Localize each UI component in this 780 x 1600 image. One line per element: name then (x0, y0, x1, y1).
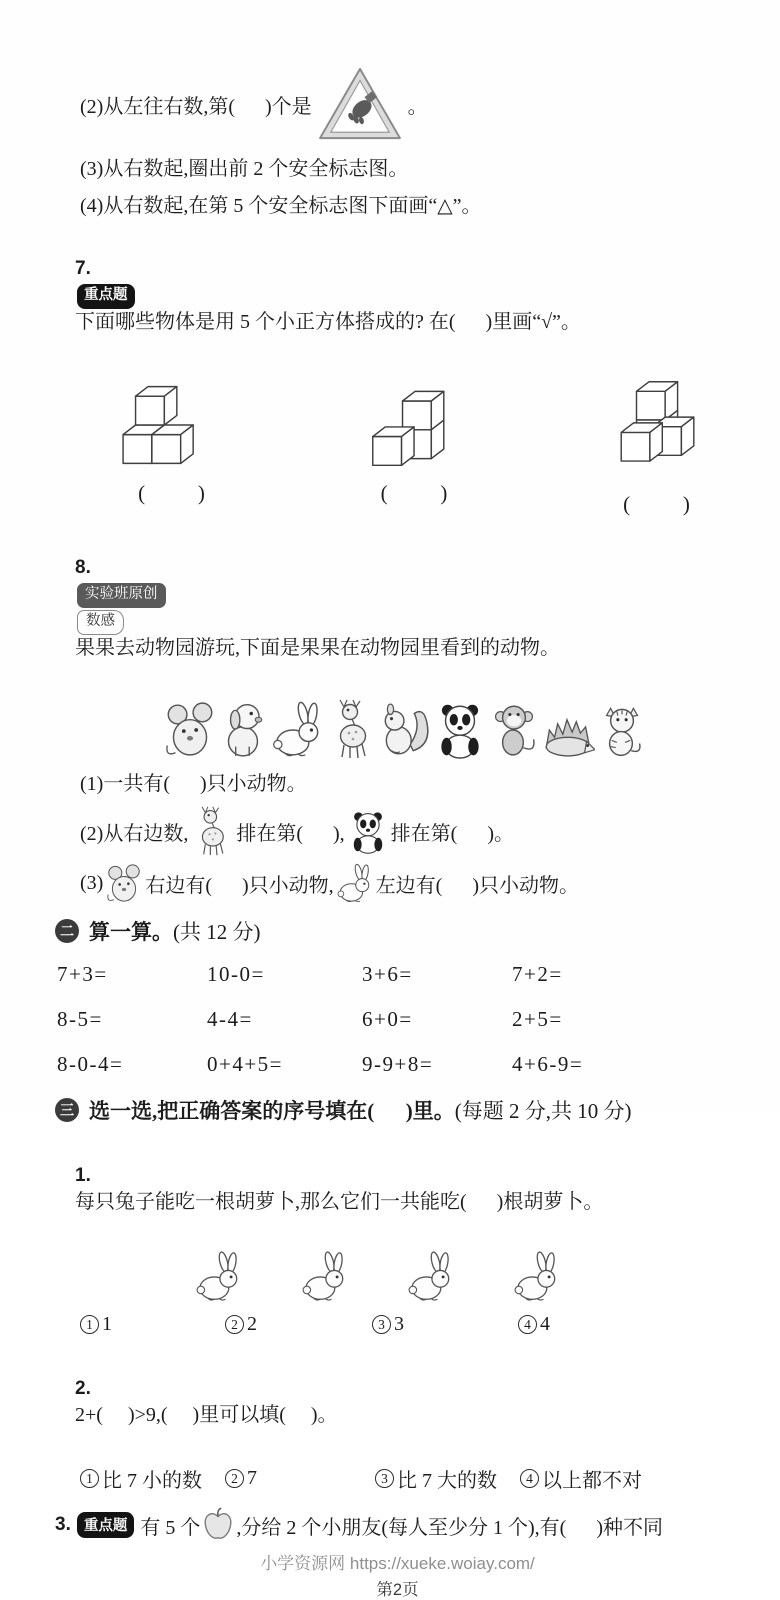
choice-title: 选一选,把正确答案的序号填在( )里。 (89, 1099, 455, 1123)
q8-item3-pre: (3) (80, 871, 104, 894)
q8-header (55, 527, 740, 689)
q7-header (55, 228, 740, 363)
rabbit-icon (271, 699, 325, 759)
circled-number: 3 (375, 1469, 394, 1488)
q8-text: 果果去动物园游玩,下面是果果在动物园里看到的动物。 (75, 637, 560, 659)
option-label: 4 (540, 1313, 550, 1335)
option-3[interactable] (372, 1313, 518, 1336)
option-label: 2 (247, 1313, 257, 1335)
deer-icon (190, 806, 234, 856)
dog-icon (217, 699, 271, 759)
calc-problem[interactable]: 0+4+5= (207, 1052, 284, 1076)
cube-figure-3 (590, 377, 725, 517)
circled-number: 3 (372, 1315, 391, 1334)
choice-q3-pre: 有 5 个 (140, 1516, 201, 1539)
q8-item2-mid: 排在第( ), (236, 822, 345, 845)
cube-figure-1 (105, 377, 240, 517)
rabbit-icon (406, 1249, 456, 1303)
rabbits-row (55, 1249, 700, 1303)
option-label: 比 7 大的数 (397, 1470, 497, 1492)
option-4[interactable] (520, 1464, 740, 1493)
calc-problem[interactable]: 7+2= (512, 962, 563, 986)
rabbit-icon (300, 1249, 350, 1303)
choice-q1 (55, 1135, 740, 1243)
q7-number: 7. (75, 258, 91, 279)
squirrel-icon (379, 699, 433, 759)
q7-text: 下面哪些物体是用 5 个小正方体搭成的? 在( )里画“√”。 (75, 311, 581, 333)
rabbit-icon (512, 1249, 562, 1303)
footer-site-url[interactable]: 小学资源网 https://xueke.woiay.com/ (260, 1554, 535, 1573)
zoo-animals-row (163, 699, 740, 759)
calc-problems (57, 962, 740, 1077)
circled-number: 2 (225, 1469, 244, 1488)
calc-problem[interactable]: 4+6-9= (512, 1052, 584, 1076)
option-2[interactable] (225, 1467, 375, 1490)
q8-item2 (80, 806, 740, 856)
q8-item2-pre: (2)从右边数, (80, 822, 189, 845)
calc-problem[interactable]: 8-0-4= (57, 1052, 124, 1076)
q6-item4: (4)从右数起,在第 5 个安全标志图下面画“△”。 (80, 195, 482, 217)
mouse-icon (105, 862, 143, 904)
panda-icon (433, 699, 487, 759)
q8-item3-post: 左边有( )只小动物。 (375, 874, 579, 897)
key-question-badge: 重点题 (77, 284, 135, 309)
q8-item3-mid: 右边有( )只小动物, (145, 874, 334, 897)
cube-figure-2-drawing (355, 377, 475, 473)
calc-problem[interactable]: 4-4= (207, 1007, 253, 1031)
number-sense-badge: 数感 (77, 610, 124, 635)
choice-q3-post: ,分给 2 个小朋友(每人至少分 1 个),有( )种不同 (236, 1516, 663, 1539)
calc-problem[interactable]: 7+3= (57, 962, 108, 986)
choice-q3 (55, 1507, 740, 1543)
cube-figures (105, 377, 725, 517)
rabbit-icon (336, 862, 374, 904)
calc-problem[interactable]: 8-5= (57, 1007, 103, 1031)
q6-item2-text: (2)从左往右数,第( )个是 (80, 95, 317, 118)
choice-q1-text: 每只兔子能吃一根胡萝卜,那么它们一共能吃( )根胡萝卜。 (75, 1191, 604, 1213)
calc-problem[interactable]: 3+6= (362, 962, 413, 986)
monkey-icon (487, 699, 541, 759)
q6-item3: (3)从右数起,圈出前 2 个安全标志图。 (80, 158, 409, 180)
section-calc-header (55, 916, 740, 946)
q8-item1: (1)一共有( )只小动物。 (80, 773, 307, 795)
section-choice-header (55, 1095, 740, 1125)
q8-item2-post: 排在第( )。 (390, 822, 514, 845)
calc-title: 算一算。 (89, 920, 173, 944)
key-question-badge: 重点题 (77, 1512, 135, 1538)
option-2[interactable] (225, 1313, 372, 1336)
deer-icon (325, 699, 379, 759)
option-4[interactable] (518, 1313, 740, 1336)
option-1[interactable] (80, 1313, 225, 1336)
calc-problem[interactable]: 10-0= (207, 962, 265, 986)
circled-number: 2 (225, 1315, 244, 1334)
choice-q2-number: 2. (75, 1378, 91, 1399)
choice-q2-options (80, 1464, 740, 1493)
q6-item2-period: 。 (402, 95, 428, 118)
calc-problem[interactable]: 9-9+8= (362, 1052, 434, 1076)
option-label: 1 (102, 1313, 112, 1335)
choice-q2-text: 2+( )>9,( )里可以填( )。 (75, 1404, 338, 1426)
circled-number: 4 (520, 1469, 539, 1488)
circled-number: 4 (518, 1315, 537, 1334)
choice-q1-number: 1. (75, 1165, 91, 1186)
page-footer (55, 1549, 740, 1600)
option-3[interactable] (375, 1464, 520, 1493)
section-three-badge: 三 (55, 1098, 79, 1122)
cube-figure-3-drawing (598, 377, 718, 484)
circled-number: 1 (80, 1315, 99, 1334)
answer-parens[interactable]: ( ) (623, 492, 692, 516)
option-label: 7 (247, 1467, 257, 1489)
mouse-icon (163, 699, 217, 759)
answer-parens[interactable]: ( ) (380, 481, 450, 505)
answer-parens[interactable]: ( ) (138, 481, 207, 505)
option-label: 比 7 小的数 (102, 1470, 202, 1492)
q8-number: 8. (75, 557, 91, 578)
q6-item2 (80, 66, 740, 142)
rabbit-icon (194, 1249, 244, 1303)
choice-q3-number: 3. (55, 1514, 71, 1535)
footer-page-number: 第2页 (376, 1581, 419, 1599)
choice-score: (每题 2 分,共 10 分) (454, 1099, 632, 1123)
choice-q1-options (80, 1313, 740, 1336)
experimental-class-badge: 实验班原创 (77, 583, 166, 608)
apple-icon (202, 1507, 234, 1543)
cube-figure-1-drawing (113, 377, 233, 473)
panda-icon (347, 808, 389, 854)
hedgehog-icon (541, 699, 595, 759)
calc-problem[interactable]: 2+5= (512, 1007, 563, 1031)
circled-number: 1 (80, 1469, 99, 1488)
cube-figure-2 (348, 377, 483, 517)
choice-q2 (55, 1348, 740, 1456)
calc-score: (共 12 分) (173, 920, 261, 944)
option-label: 3 (394, 1313, 404, 1335)
caution-hand-sign-icon (317, 66, 403, 142)
calc-problem[interactable]: 6+0= (362, 1007, 413, 1031)
option-label: 以上都不对 (542, 1470, 642, 1492)
tiger-icon (595, 699, 649, 759)
q8-item3 (80, 862, 740, 904)
section-two-badge: 二 (55, 919, 79, 943)
option-1[interactable] (80, 1464, 225, 1493)
